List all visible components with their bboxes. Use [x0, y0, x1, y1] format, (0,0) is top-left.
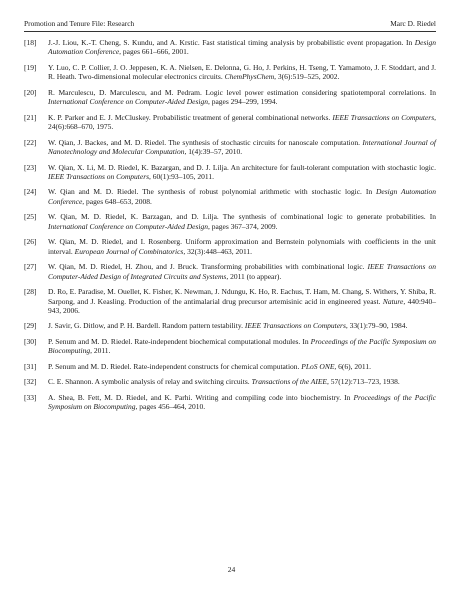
reference-details: , pages 294–299, 1994. — [207, 97, 278, 107]
reference-details: , 3(6):519–525, 2002. — [274, 72, 340, 82]
reference-body: J. Savir, G. Ditlow, and P. H. Bardell. Random pattern testability. — [48, 321, 245, 331]
reference-text — [48, 212, 436, 231]
reference-body: W. Qian, M. D. Riedel, K. Barzagan, and D. Lilja. The synthesis of combinational logic to generate probabilities. In — [48, 212, 436, 222]
reference-text — [48, 138, 436, 157]
header-title: Promotion and Tenure File: Research — [24, 19, 135, 28]
reference-text — [48, 187, 436, 206]
reference-venue: Transactions of the AIEE — [251, 377, 328, 387]
reference-venue: European Journal of Combinatorics — [74, 246, 184, 256]
reference-details: , pages 456–464, 2010. — [135, 402, 206, 412]
reference-body: W. Qian and M. D. Riedel. The synthesis of robust polynomial arithmetic with stochastic logic. In — [48, 187, 376, 197]
reference-text — [48, 38, 436, 57]
reference-body: W. Qian, M. D. Riedel, H. Zhou, and J. Bruck. Transforming probabilities with combinational logic. — [48, 262, 368, 272]
reference-venue: IEEE Transactions on Computer-Aided Design of Integrated Circuits and Systems — [48, 262, 436, 281]
page-header — [24, 19, 436, 28]
reference-venue: IEEE Transactions on Computers — [244, 321, 346, 331]
reference-venue: International Journal of Nanotechnology and Molecular Computation — [48, 137, 436, 157]
reference-details: , pages 661–666, 2001. — [119, 47, 189, 57]
reference-text — [48, 393, 436, 412]
reference-details: , 440:940–943, 2006. — [48, 296, 436, 315]
header-author: Marc D. Riedel — [390, 19, 436, 28]
page-number: 24 — [227, 565, 236, 574]
reference-item — [24, 88, 436, 107]
reference-details: , 57(12):713–723, 1938. — [327, 377, 400, 387]
reference-text — [48, 287, 436, 315]
reference-details: , 32(3):448–463, 2011. — [183, 246, 253, 256]
reference-body: R. Marculescu, D. Marculescu, and M. Pedram. Logic level power estimation considering spatiotemporal correlations. In — [48, 87, 436, 97]
reference-body: Y. Luo, C. P. Collier, J. O. Jeppesen, K. A. Nielsen, E. Delonna, G. Ho, J. Perkins, H. Tseng, T. Yamamoto, J. F. Stoddart, and J. R. Heath. Two-dimensional molecular electronics circuits. — [48, 62, 436, 82]
reference-number: [29] — [24, 321, 37, 331]
reference-venue: Nature — [382, 296, 404, 306]
reference-item — [24, 362, 436, 371]
reference-number: [27] — [24, 262, 37, 272]
reference-venue: Design Automation Conference — [48, 187, 436, 206]
reference-number: [32] — [24, 377, 37, 387]
reference-text — [48, 237, 436, 256]
reference-text — [48, 262, 436, 281]
reference-venue: Design Automation Conference — [48, 38, 436, 57]
reference-body: D. Ro, E. Paradise, M. Ouellet, K. Fisher, K. Newman, J. Ndungu, K. Ho, R. Eachus, T. Ham, M. Chang, S. Withers, Y. Shiba, R. Sarpong, and J. Keasling. Production of the antimalarial drug precursor artemisinic acid in engineered yeast. — [48, 287, 436, 306]
reference-venue: PLoS ONE — [301, 361, 335, 371]
reference-text — [48, 163, 436, 182]
reference-item — [24, 113, 436, 132]
header-rule — [24, 31, 436, 32]
reference-body: P. Senum and M. D. Riedel. Rate-independent constructs for chemical computation. — [48, 361, 302, 371]
reference-number: [28] — [24, 287, 37, 297]
reference-details: , pages 648–653, 2008. — [82, 196, 152, 206]
reference-details: , 2011. — [90, 346, 111, 356]
reference-number: [25] — [24, 212, 37, 222]
reference-number: [30] — [24, 336, 37, 346]
reference-text — [48, 88, 436, 107]
reference-venue: International Conference on Computer-Aided Design — [48, 97, 208, 107]
reference-item — [24, 138, 436, 157]
reference-item — [24, 377, 436, 386]
reference-venue: IEEE Transactions on Computers — [48, 171, 150, 181]
reference-venue: International Conference on Computer-Aided Design — [48, 221, 208, 231]
reference-item — [24, 393, 436, 412]
reference-venue: ChemPhysChem — [224, 72, 275, 82]
reference-number: [19] — [24, 62, 37, 72]
reference-number: [21] — [24, 112, 37, 122]
reference-number: [23] — [24, 162, 37, 172]
reference-number: [22] — [24, 137, 37, 147]
reference-item — [24, 38, 436, 57]
reference-venue: Proceedings of the Pacific Symposium on Biocomputing — [48, 336, 436, 356]
reference-item — [24, 212, 436, 231]
reference-details: , 24(6):668–670, 1975. — [48, 112, 436, 132]
reference-list — [24, 38, 436, 418]
reference-body: A. Shea, B. Fett, M. D. Riedel, and K. Parhi. Writing and compiling code into biochemistry. In — [48, 392, 354, 402]
reference-body: W. Qian, X. Li, M. D. Riedel, K. Bazargan, and D. J. Lilja. An architecture for fault-tolerant computation with stochastic logic. — [48, 162, 436, 172]
reference-details: , 1(4):39–57, 2010. — [184, 147, 243, 157]
reference-venue: Proceedings of the Pacific Symposium on Biocomputing — [48, 392, 436, 412]
reference-item — [24, 337, 436, 356]
reference-number: [31] — [24, 361, 37, 371]
reference-text — [48, 113, 436, 132]
reference-item — [24, 287, 436, 315]
reference-details: , 2011 (to appear). — [226, 271, 282, 281]
reference-number: [26] — [24, 237, 37, 247]
reference-body: C. E. Shannon. A symbolic analysis of relay and switching circuits. — [48, 377, 252, 387]
reference-item — [24, 63, 436, 82]
reference-text — [48, 63, 436, 82]
reference-number: [33] — [24, 392, 37, 402]
reference-details: , 33(1):79–90, 1984. — [345, 321, 408, 331]
reference-item — [24, 163, 436, 182]
reference-details: , pages 367–374, 2009. — [207, 221, 278, 231]
reference-item — [24, 187, 436, 206]
reference-body: W. Qian, M. D. Riedel, and I. Rosenberg. Uniform approximation and Bernstein polynomials with coefficients in the unit interval. — [48, 237, 436, 256]
reference-item — [24, 321, 436, 330]
reference-venue: IEEE Transactions on Computers — [332, 112, 435, 122]
reference-number: [24] — [24, 187, 37, 197]
reference-item — [24, 262, 436, 281]
reference-number: [18] — [24, 38, 37, 47]
reference-body: P. Senum and M. D. Riedel. Rate-independent biochemical computational modules. In — [48, 336, 311, 346]
reference-number: [20] — [24, 87, 37, 97]
reference-body: W. Qian, J. Backes, and M. D. Riedel. The synthesis of stochastic circuits for nanoscale computation. — [48, 137, 363, 147]
reference-details: , 6(6), 2011. — [334, 361, 372, 371]
reference-body: K. P. Parker and E. J. McCluskey. Probabilistic treatment of general combinational networks. — [48, 112, 333, 122]
reference-item — [24, 237, 436, 256]
reference-text — [48, 362, 436, 371]
reference-details: , 60(1):93–105, 2011. — [149, 171, 214, 181]
reference-text — [48, 377, 436, 386]
reference-text — [48, 321, 436, 330]
reference-body: J.-J. Liou, K.-T. Cheng, S. Kundu, and A. Krstic. Fast statistical timing analysis by probabilistic event propagation. In — [48, 38, 415, 47]
reference-text — [48, 337, 436, 356]
